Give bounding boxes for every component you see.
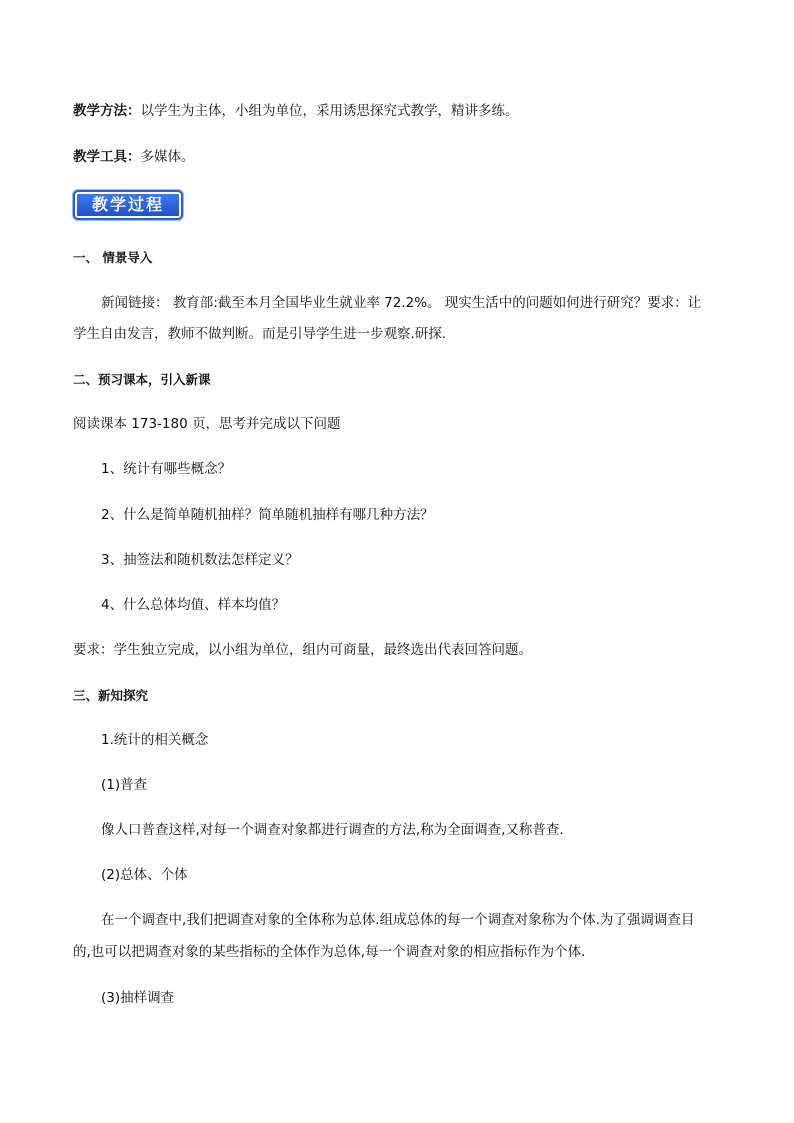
teaching-tools-line <box>73 147 734 167</box>
teaching-method-label: 教学方法： <box>73 103 141 119</box>
population-definition-line-1: 在一个调查中,我们把调查对象的全体称为总体.组成总体的每一个调查对象称为个体.为了强调调查目 <box>101 912 695 928</box>
population-definition-line-2: 的,也可以把调查对象的某些指标的全体作为总体,每一个调查对象的相应指标作为个体. <box>73 944 586 960</box>
news-paragraph-line-2: 学生自由发言，教师不做判断。而是引导学生进一步观察.研探. <box>73 326 447 342</box>
teaching-method-text: 以学生为主体，小组为单位，采用诱思探究式教学，精讲多练。 <box>140 103 519 119</box>
news-paragraph-line-1: 新闻链接： 教育部:截至本月全国毕业生就业率 72.2%。 现实生活中的问题如何进行研究？要求：让 <box>101 295 702 311</box>
section-1-heading: 一、 情景导入 <box>73 250 153 265</box>
reading-instruction: 阅读课本 173-180 页，思考并完成以下问题 <box>73 416 341 432</box>
teaching-tools-label: 教学工具： <box>73 149 141 165</box>
section-2-heading: 二、预习课本，引入新课 <box>73 372 211 387</box>
requirement-text: 要求：学生独立完成，以小组为单位，组内可商量，最终选出代表回答问题。 <box>73 642 532 658</box>
census-definition: 像人口普查这样,对每一个调查对象都进行调查的方法,称为全面调查,又称普查. <box>101 822 564 838</box>
question-3: 3、抽签法和随机数法怎样定义？ <box>101 552 299 568</box>
teaching-tools-text: 多媒体。 <box>140 149 195 165</box>
section-3-heading: 三、新知探究 <box>73 688 149 703</box>
teaching-method-line <box>73 101 734 121</box>
population-individual-title: (2)总体、个体 <box>101 867 188 883</box>
statistics-concepts-title: 1.统计的相关概念 <box>101 732 209 748</box>
teaching-process-banner: 教学过程 <box>73 190 183 220</box>
question-1: 1、统计有哪些概念？ <box>101 461 232 477</box>
question-2: 2、什么是简单随机抽样？简单随机抽样有哪几种方法？ <box>101 507 434 523</box>
sampling-survey-title: (3)抽样调查 <box>101 990 175 1006</box>
question-4: 4、什么总体均值、样本均值？ <box>101 597 286 613</box>
census-title: (1)普查 <box>101 777 148 793</box>
